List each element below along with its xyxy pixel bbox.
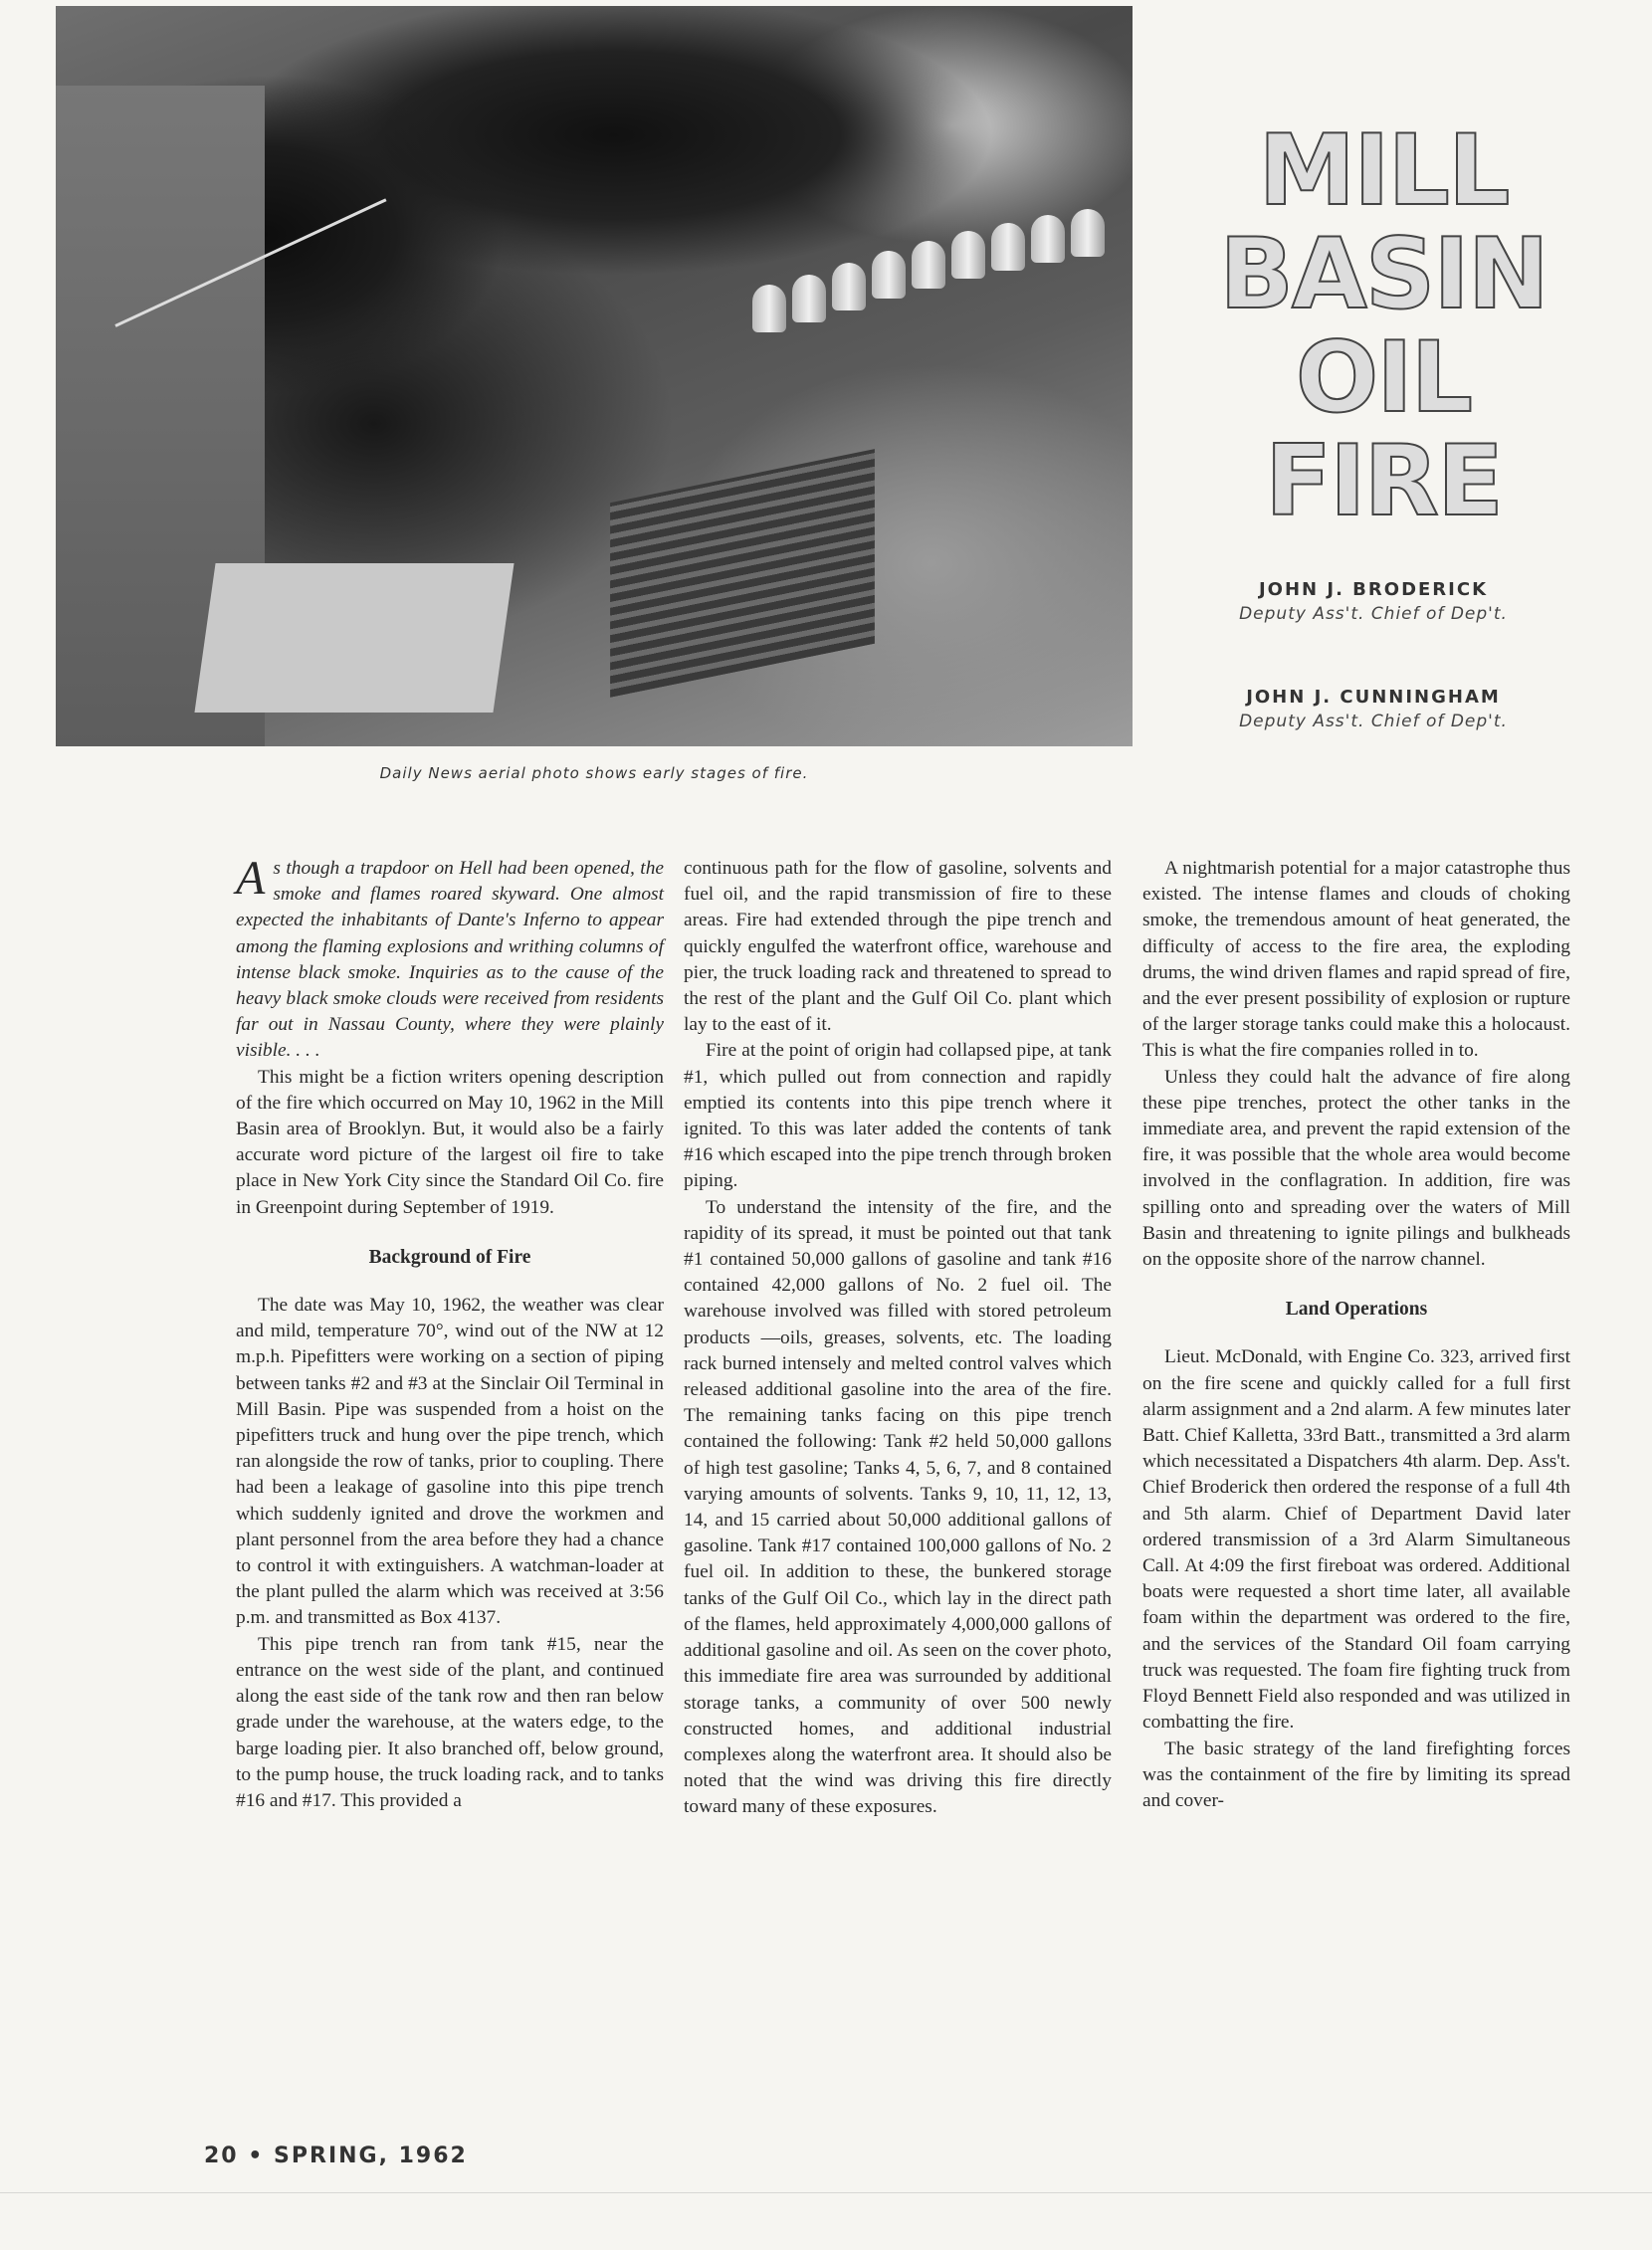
photo-caption: Daily News aerial photo shows early stages of fire.: [379, 764, 809, 782]
aerial-photo: [56, 6, 1133, 746]
author-role: Deputy Ass't. Chief of Dep't.: [1239, 712, 1508, 731]
section-heading: Land Operations: [1285, 1299, 1428, 1321]
tank-shape: [872, 251, 906, 299]
title-line: OIL: [1295, 321, 1472, 435]
page-footer: [204, 2144, 468, 2168]
paragraph: This might be a fiction writers opening description of the fire which occurred on May 10, 1962 in the Mill Basin area of Brooklyn. But, it would also be a fairly accurate word picture of the largest oil fire to take place in New York City since the Standard Oil Co. fire in Greenpoint during September of 1919.: [236, 1066, 664, 1218]
paragraph: Fire at the point of origin had collapsed pipe, at tank #1, which pulled out from connection and rapidly emptied its contents into this pipe trench where it ignited. To this was later added the contents of tank #16 which escaped into the pipe trench through broken piping.: [684, 1040, 1112, 1192]
paragraph: Lieut. McDonald, with Engine Co. 323, arrived first on the fire scene and quickly called for a full first alarm assignment and a 2nd alarm. A few minutes later Batt. Chief Kalletta, 33rd Batt., transmitted a 3rd alarm which necessitated a Dispatchers 4th alarm. Dep. Ass't. Chief Broderick then ordered the response of a full 4th and 5th alarm. Chief of Department David later ordered transmission of a 3rd Alarm Simultaneous Call. At 4:09 the first fireboat was ordered. Additional boats were requested a short time later, all available foam within the department was ordered to the fire, and the services of the Standard Oil foam carrying truck was requested. The foam fire fighting truck from Floyd Bennett Field also responded and was utilized in combatting the fire.: [1142, 1346, 1570, 1734]
tank-shape: [1071, 209, 1105, 257]
author-role: Deputy Ass't. Chief of Dep't.: [1239, 604, 1508, 624]
photo-lumber-yard: [610, 449, 875, 698]
author-byline: [1164, 687, 1582, 731]
issue-label: SPRING, 1962: [274, 2144, 468, 2168]
article-column-2: [684, 856, 1112, 1821]
title-line: FIRE: [1265, 425, 1502, 538]
paragraph: The date was May 10, 1962, the weather was clear and mild, temperature 70°, wind out of the NW at 12 m.p.h. Pipefitters were working on a section of piping between tanks #2 and #3 at the Sinclair Oil Terminal in Mill Basin. Pipe was suspended from a hoist on the pipefitters truck and hung over the pipe trench, which ran alongside the row of tanks, prior to coupling. There had been a leakage of gasoline into this pipe trench which suddenly ignited and drove the workmen and plant personnel from the area before they had a chance to control it with extinguishers. A watchman-loader at the plant pulled the alarm which was received at 3:56 p.m. and transmitted as Box 4137.: [236, 1295, 664, 1629]
title-line: BASIN: [1219, 218, 1548, 331]
photo-pier: [194, 563, 514, 713]
tank-shape: [792, 275, 826, 322]
tank-shape: [991, 223, 1025, 271]
paragraph: A nightmarish potential for a major catastrophe thus existed. The intense flames and clouds of choking smoke, the tremendous amount of heat generated, the difficulty of access to the fire area, the exploding drums, the wind driven flames and rapid spread of fire, and the ever present possibility of explosion or rupture of the larger storage tanks could make this a holocaust. This is what the fire companies rolled in to.: [1142, 858, 1570, 1062]
page-number: 20: [204, 2144, 239, 2168]
photo-storage-tanks: [752, 205, 1133, 334]
intro-text: s though a trapdoor on Hell had been opened, the smoke and flames roared skyward. One almost expected the inhabitants of Dante's Inferno to appear among the flaming explosions and writhing columns of intense black smoke. Inquiries as to the cause of the heavy black smoke clouds were received from residents far out in Nassau County, where they were plainly visible. . . .: [236, 858, 664, 1062]
author-byline: [1164, 579, 1582, 624]
paragraph: continuous path for the flow of gasoline, solvents and fuel oil, and the rapid transmission of fire to these areas. Fire had extended through the pipe trench and quickly engulfed the waterfront office, warehouse and pier, the truck loading rack and threatened to spread to the rest of the plant and the Gulf Oil Co. plant which lay to the east of it.: [684, 858, 1112, 1036]
tank-shape: [951, 231, 985, 279]
paragraph: To understand the intensity of the fire, and the rapidity of its spread, it must be pointed out that tank #1 contained 50,000 gallons of gasoline and tank #16 contained 42,000 gallons of No. 2 fuel oil. The warehouse involved was filled with stored petroleum products —oils, greases, solvents, etc. The loading rack burned intensely and melted control valves which released additional gasoline into the area of the fire. The remaining tanks facing on this pipe trench contained the following: Tank #2 held 50,000 gallons of high test gasoline; Tanks 4, 5, 6, 7, and 8 contained varying amounts of solvents. Tanks 9, 10, 11, 12, 13, 14, and 15 carried about 50,000 additional gallons of gasoline. Tank #17 contained 100,000 gallons of No. 2 fuel oil. In addition to these, the bunkered storage tanks of the Gulf Oil Co., which lay in the direct path of the flames, held approximately 4,000,000 gallons of additional gasoline and oil. As seen on the cover photo, this immediate fire area was surrounded by additional storage tanks, a community of over 500 newly constructed homes, and additional industrial complexes along the waterfront area. It should also be noted that the wind was driving this fire directly toward many of these exposures.: [684, 1196, 1112, 1818]
intro-paragraph: [236, 852, 664, 1065]
title-line: MILL: [1258, 114, 1509, 228]
paragraph: The basic strategy of the land firefighting forces was the containment of the fire by limiting its spread and cover-: [1142, 1738, 1570, 1811]
paragraph: Unless they could halt the advance of fire along these pipe trenches, protect the other tanks in the immediate area, and prevent the rapid extension of the fire, it was possible that the whole area would become involved in the conflagration. In addition, fire was spilling onto and spreading over the waters of Mill Basin and threatening to ignite pilings and bulkheads on the opposite shore of the narrow channel.: [1142, 1066, 1570, 1271]
page-bottom-rule: [0, 2192, 1652, 2193]
author-name: JOHN J. CUNNINGHAM: [1246, 687, 1501, 708]
author-name: JOHN J. BRODERICK: [1258, 579, 1489, 600]
tank-shape: [1031, 215, 1065, 263]
section-heading: Background of Fire: [368, 1246, 531, 1268]
drop-cap: A: [236, 852, 266, 905]
paragraph: This pipe trench ran from tank #15, near the entrance on the west side of the plant, and continued along the east side of the tank row and then ran below grade under the warehouse, at the waters edge, to the barge loading pier. It also branched off, below ground, to the pump house, the truck loading rack, and to tanks #16 and #17. This provided a: [236, 1633, 664, 1811]
tank-shape: [832, 263, 866, 310]
footer-separator: •: [248, 2144, 265, 2168]
tank-shape: [912, 241, 945, 289]
tank-shape: [752, 285, 786, 332]
article-column-3: [1142, 856, 1570, 1814]
article-column-1: [236, 852, 664, 1814]
article-title: [1174, 114, 1592, 538]
